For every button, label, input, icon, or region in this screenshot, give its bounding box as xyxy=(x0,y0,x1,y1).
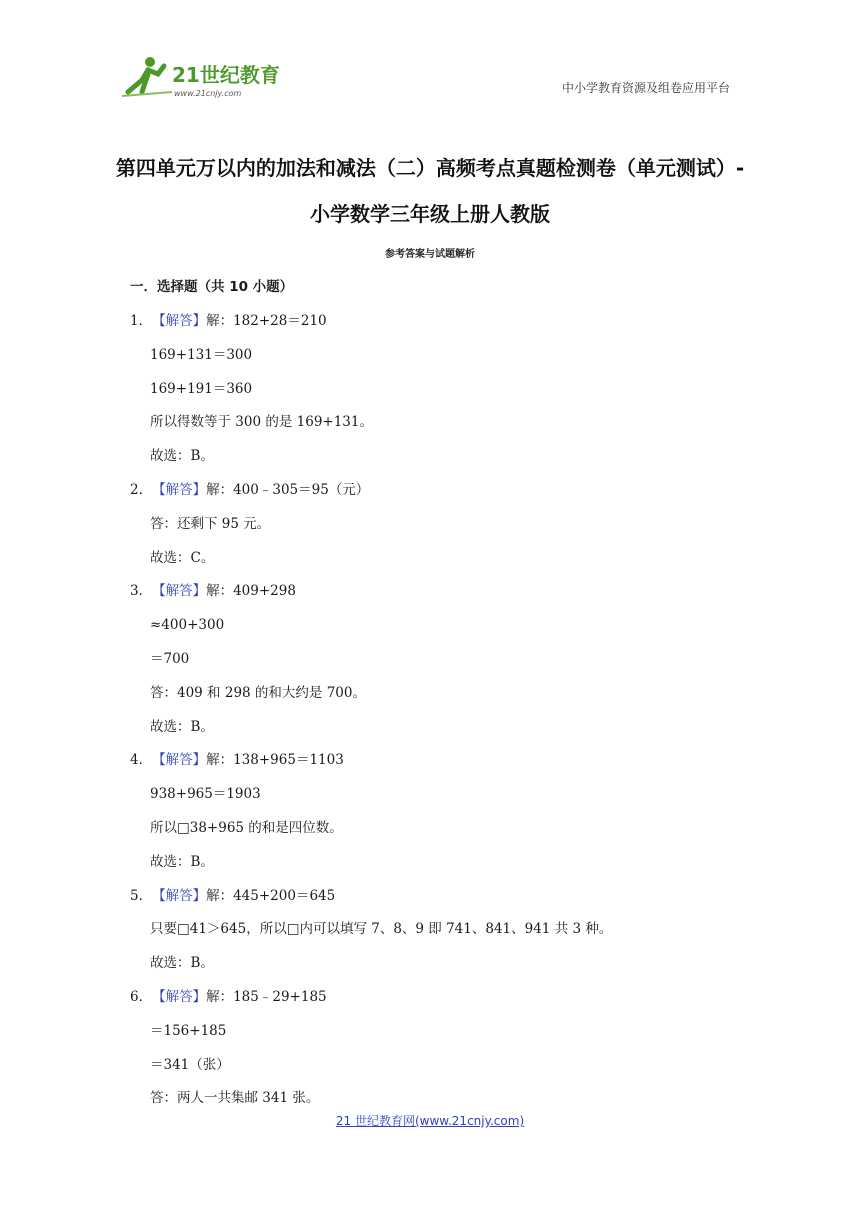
question-2-first-line xyxy=(130,474,750,508)
question-number: 3． xyxy=(130,583,153,600)
platform-tagline: 中小学教育资源及组卷应用平台 xyxy=(561,81,730,95)
answer-tag: 【解答】 xyxy=(152,752,207,769)
solution-line: 故选：B。 xyxy=(150,718,214,735)
answer-tag: 【解答】 xyxy=(152,988,207,1005)
solution-line: 所以得数等于 300 的是 169+131。 xyxy=(150,414,373,431)
question-number: 5． xyxy=(130,887,153,904)
solution-line: 答：还剩下 95 元。 xyxy=(150,515,271,532)
solution-line: ≈400+300 xyxy=(150,617,225,634)
solution-start: 解：445+200＝645 xyxy=(206,887,336,904)
svg-text:21世纪教育: 21世纪教育 xyxy=(172,63,280,87)
solution-line: 答：409 和 298 的和大约是 700。 xyxy=(150,684,366,701)
solution-start: 解：138+965＝1103 xyxy=(206,752,344,769)
question-5-first-line xyxy=(130,880,750,914)
solution-line: 169+131＝300 xyxy=(150,346,253,363)
solution-line: ＝341（张） xyxy=(150,1056,230,1073)
answer-tag: 【解答】 xyxy=(152,583,207,600)
solution-line: ＝700 xyxy=(150,650,190,667)
site-logo xyxy=(120,52,290,102)
question-4-first-line xyxy=(130,744,750,778)
document-title: 第四单元万以内的加法和减法（二）高频考点真题检测卷（单元测试）-小学数学三年级上册人教版 xyxy=(115,156,745,226)
solution-line: 故选：B。 xyxy=(150,448,214,465)
footer-link[interactable]: 21 世纪教育网(www.21cnjy.com) xyxy=(335,1114,525,1128)
svg-text:www.21cnjy.com: www.21cnjy.com xyxy=(174,89,242,98)
solution-line: 故选：C。 xyxy=(150,549,215,566)
answer-body xyxy=(130,305,750,1116)
question-1-first-line xyxy=(130,305,750,339)
runner-logo-icon xyxy=(120,52,290,102)
question-number: 1． xyxy=(130,313,153,329)
solution-line: 169+191＝360 xyxy=(150,380,253,397)
question-3-first-line xyxy=(130,575,750,609)
solution-line: 答：两人一共集邮 341 张。 xyxy=(150,1090,320,1107)
answer-tag: 【解答】 xyxy=(152,887,207,904)
solution-line: 故选：B。 xyxy=(150,853,214,870)
question-6-first-line xyxy=(130,981,750,1015)
solution-line: 故选：B。 xyxy=(150,955,214,972)
question-number: 2． xyxy=(130,481,153,498)
question-number: 6． xyxy=(130,988,153,1005)
answer-tag: 【解答】 xyxy=(152,313,207,329)
solution-line: 938+965＝1903 xyxy=(150,786,261,803)
solution-start: 解：409+298 xyxy=(206,583,296,600)
solution-start: 解：400﹣305＝95（元） xyxy=(206,481,370,498)
solution-line: 所以□38+965 的和是四位数。 xyxy=(150,819,343,836)
solution-line: ＝156+185 xyxy=(150,1022,227,1039)
document-subtitle: 参考答案与试题解析 xyxy=(385,249,475,260)
solution-start: 解：182+28＝210 xyxy=(206,313,327,329)
section-heading: 一．选择题（共 10 小题） xyxy=(130,279,294,295)
solution-line: 只要□41＞645，所以□内可以填写 7、8、9 即 741、841、941 共 3 种。 xyxy=(150,921,613,938)
question-number: 4． xyxy=(130,752,153,769)
answer-tag: 【解答】 xyxy=(152,481,207,498)
solution-start: 解：185﹣29+185 xyxy=(206,988,327,1005)
